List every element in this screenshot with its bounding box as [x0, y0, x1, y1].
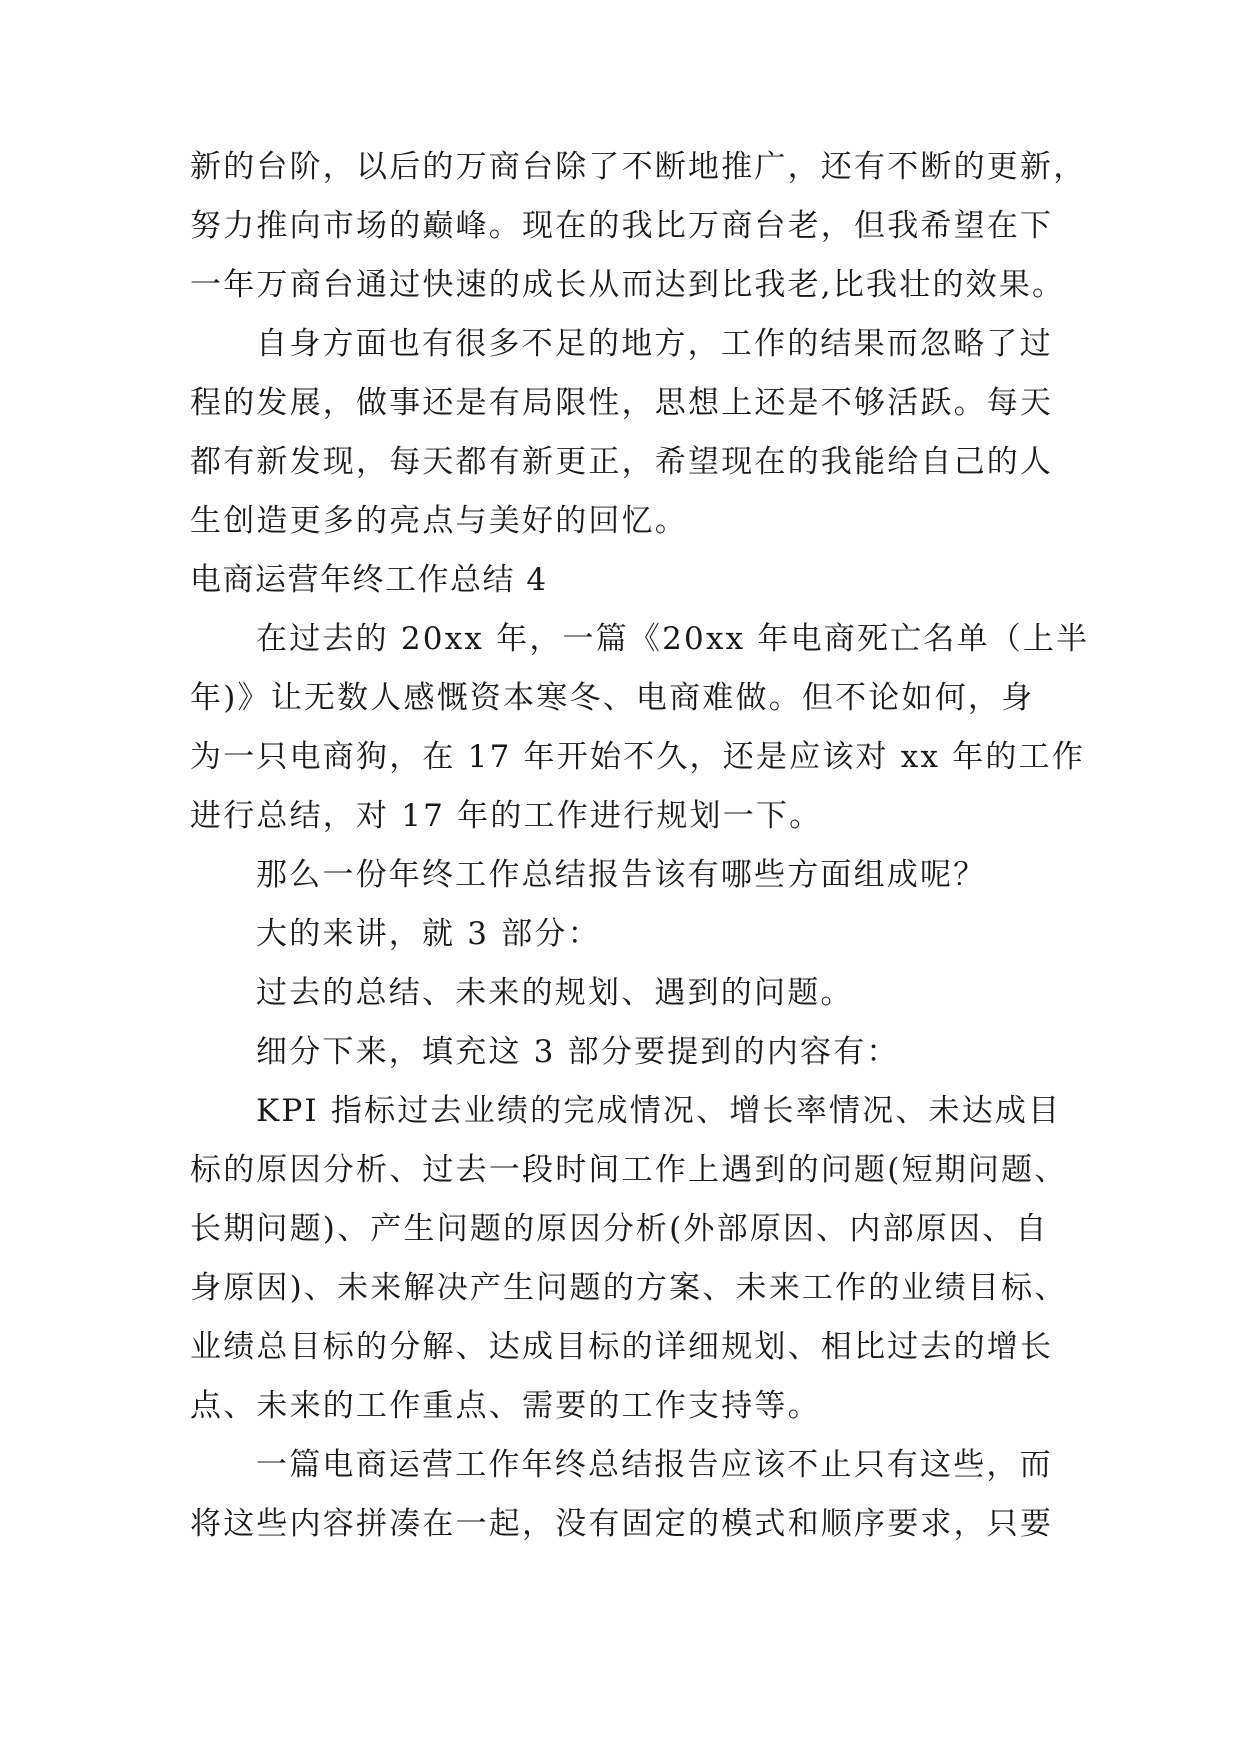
document-body: [190, 138, 1090, 1554]
text-line: 一年万商台通过快速的成长从而达到比我老,比我壮的效果。: [190, 267, 1066, 303]
text-line: 长期问题)、产生问题的原因分析(外部原因、内部原因、自: [190, 1211, 1049, 1247]
text-line: 在过去的 20xx 年，一篇《20xx 年电商死亡名单（上半: [256, 621, 1090, 657]
section-heading: 电商运营年终工作总结 4: [190, 562, 548, 598]
text-line: 程的发展，做事还是有局限性，思想上还是不够活跃。每天: [190, 385, 1054, 421]
text-line: 一篇电商运营工作年终总结报告应该不止只有这些，而: [256, 1447, 1053, 1483]
text-line: 年)》让无数人感慨资本寒冬、电商难做。但不论如何，身: [190, 680, 1035, 716]
text-line: KPI 指标过去业绩的完成情况、增长率情况、未达成目: [256, 1093, 1062, 1129]
text-line: 生创造更多的亮点与美好的回忆。: [190, 503, 688, 539]
text-line: 都有新发现，每天都有新更正，希望现在的我能给自己的人: [190, 444, 1054, 480]
text-line: 业绩总目标的分解、达成目标的详细规划、相比过去的增长: [190, 1329, 1054, 1365]
text-line: 进行总结，对 17 年的工作进行规划一下。: [190, 798, 823, 834]
text-line: 大的来讲，就 3 部分：: [256, 916, 601, 952]
text-line: 过去的总结、未来的规划、遇到的问题。: [256, 975, 854, 1011]
text-line: 努力推向市场的巅峰。现在的我比万商台老，但我希望在下: [190, 208, 1054, 244]
text-line: 那么一份年终工作总结报告该有哪些方面组成呢？: [256, 857, 987, 893]
text-line: 为一只电商狗，在 17 年开始不久，还是应该对 xx 年的工作: [190, 739, 1086, 775]
text-line: 新的台阶，以后的万商台除了不断地推广，还有不断的更新，: [190, 149, 1087, 185]
text-line: 点、未来的工作重点、需要的工作支持等。: [190, 1388, 821, 1424]
text-line: 标的原因分析、过去一段时间工作上遇到的问题(短期问题、: [190, 1152, 1068, 1188]
text-line: 自身方面也有很多不足的地方，工作的结果而忽略了过: [256, 326, 1053, 362]
text-line: 将这些内容拼凑在一起，没有固定的模式和顺序要求，只要: [190, 1506, 1054, 1542]
text-line: 身原因)、未来解决产生问题的方案、未来工作的业绩目标、: [190, 1270, 1068, 1306]
text-line: 细分下来，填充这 3 部分要提到的内容有：: [256, 1034, 900, 1070]
